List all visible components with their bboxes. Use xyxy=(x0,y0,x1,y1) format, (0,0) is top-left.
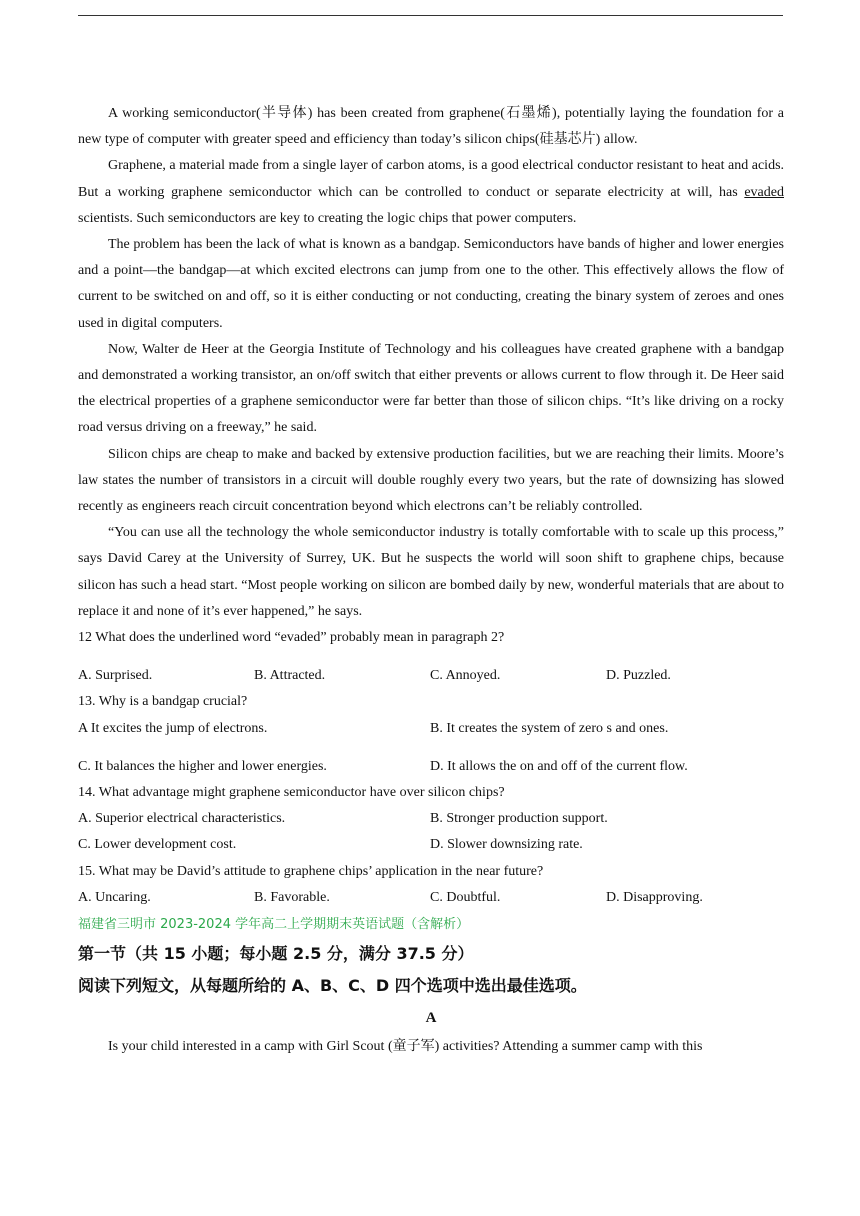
question-13-options-row2 xyxy=(78,754,784,780)
question-15-options xyxy=(78,885,784,911)
question-12-stem: 12 What does the underlined word “evaded” probably mean in paragraph 2? xyxy=(78,630,505,646)
option-14c: C. Lower development cost. xyxy=(78,837,237,853)
question-14-stem: 14. What advantage might graphene semiconductor have over silicon chips? xyxy=(78,785,505,801)
option-14d: D. Slower downsizing rate. xyxy=(430,837,583,853)
document-body xyxy=(78,101,784,1060)
option-12c: C. Annoyed. xyxy=(430,668,501,684)
paragraph-2-text-a: Graphene, a material made from a single layer of carbon atoms, is a good electrical conductor resistant to heat and acids. But a working graphene semiconductor which can be controlled to conduct or separate electricity at will, has xyxy=(78,158,785,200)
option-15b: B. Favorable. xyxy=(254,889,330,905)
question-13-options-row1 xyxy=(78,716,784,742)
paragraph-5: Silicon chips are cheap to make and backed by extensive production facilities, but we are reaching their limits. Moore’s law states the number of transistors in a circuit will double roughly every two years, but the rate of downsizing has slowed recently as engineers reach circuit concentration beyond which electrons can’t be reliably controlled. xyxy=(78,446,784,515)
underlined-word: evaded xyxy=(744,184,784,200)
option-15d: D. Disapproving. xyxy=(606,889,703,905)
option-15a: A. Uncaring. xyxy=(78,889,151,905)
option-12a: A. Surprised. xyxy=(78,668,153,684)
option-13b: B. It creates the system of zero s and ones. xyxy=(430,720,669,736)
paragraph-6: “You can use all the technology the whole semiconductor industry is totally comfortable with to scale up this process,” says David Carey at the University of Surrey, UK. But he suspects the world will soon shift to graphene chips, because silicon has such a head start. “Most people working on silicon are bombed daily by new, wonderful materials that are about to replace it and none of it’s ever happened,” he says. xyxy=(78,525,784,619)
question-15-stem: 15. What may be David’s attitude to graphene chips’ application in the near future? xyxy=(78,863,544,879)
option-15c: C. Doubtful. xyxy=(430,889,501,905)
instruction-text: 阅读下列短文，从每题所给的 A、B、C、D 四个选项中选出最佳选项。 xyxy=(78,976,587,996)
next-passage-start: Is your child interested in a camp with Girl Scout (童子军) activities? Attending a summer camp with this xyxy=(108,1039,703,1055)
top-rule xyxy=(78,15,783,16)
paragraph-3: The problem has been the lack of what is known as a bandgap. Semiconductors have bands of higher and lower energies and a point—the bandgap—at which excited electrons can jump from one to the other. This effectively allows the flow of current to be switched on and off, so it is either conducting or not conducting, creating the binary system of zeroes and ones used in digital computers. xyxy=(78,237,784,331)
paragraph-4: Now, Walter de Heer at the Georgia Institute of Technology and his colleagues have created graphene with a bandgap and demonstrated a working transistor, an on/off switch that either prevents or allows current to flow through it. De Heer said the electrical properties of a graphene semiconductor were far better than those of silicon chips. “It’s like driving on a rocky road versus driving on a freeway,” he said. xyxy=(78,341,784,436)
question-13-stem: 13. Why is a bandgap crucial? xyxy=(78,694,248,710)
option-14b: B. Stronger production support. xyxy=(430,811,608,827)
paragraph-1: A working semiconductor(半导体) has been created from graphene(石墨烯), potentially laying the foundation for a new type of computer with greater speed and efficiency than today’s silicon chips(硅基芯片) allow. xyxy=(78,106,784,148)
paragraph-2 xyxy=(78,153,784,232)
option-13a: A It excites the jump of electrons. xyxy=(78,720,268,736)
option-13d: D. It allows the on and off of the current flow. xyxy=(430,758,688,774)
option-12b: B. Attracted. xyxy=(254,668,326,684)
question-12-options xyxy=(78,663,784,689)
source-title: 福建省三明市 2023-2024 学年高二上学期期末英语试题（含解析） xyxy=(78,917,470,933)
part-label: A xyxy=(425,1010,437,1027)
question-14-options-row2 xyxy=(78,832,784,858)
option-14a: A. Superior electrical characteristics. xyxy=(78,811,286,827)
option-12d: D. Puzzled. xyxy=(606,668,671,684)
option-13c: C. It balances the higher and lower energies. xyxy=(78,758,327,774)
question-14-options-row1 xyxy=(78,806,784,832)
paragraph-2-text-b: scientists. Such semiconductors are key to creating the logic chips that power computers. xyxy=(78,210,577,226)
section-heading: 第一节（共 15 小题；每小题 2.5 分，满分 37.5 分） xyxy=(78,944,474,964)
